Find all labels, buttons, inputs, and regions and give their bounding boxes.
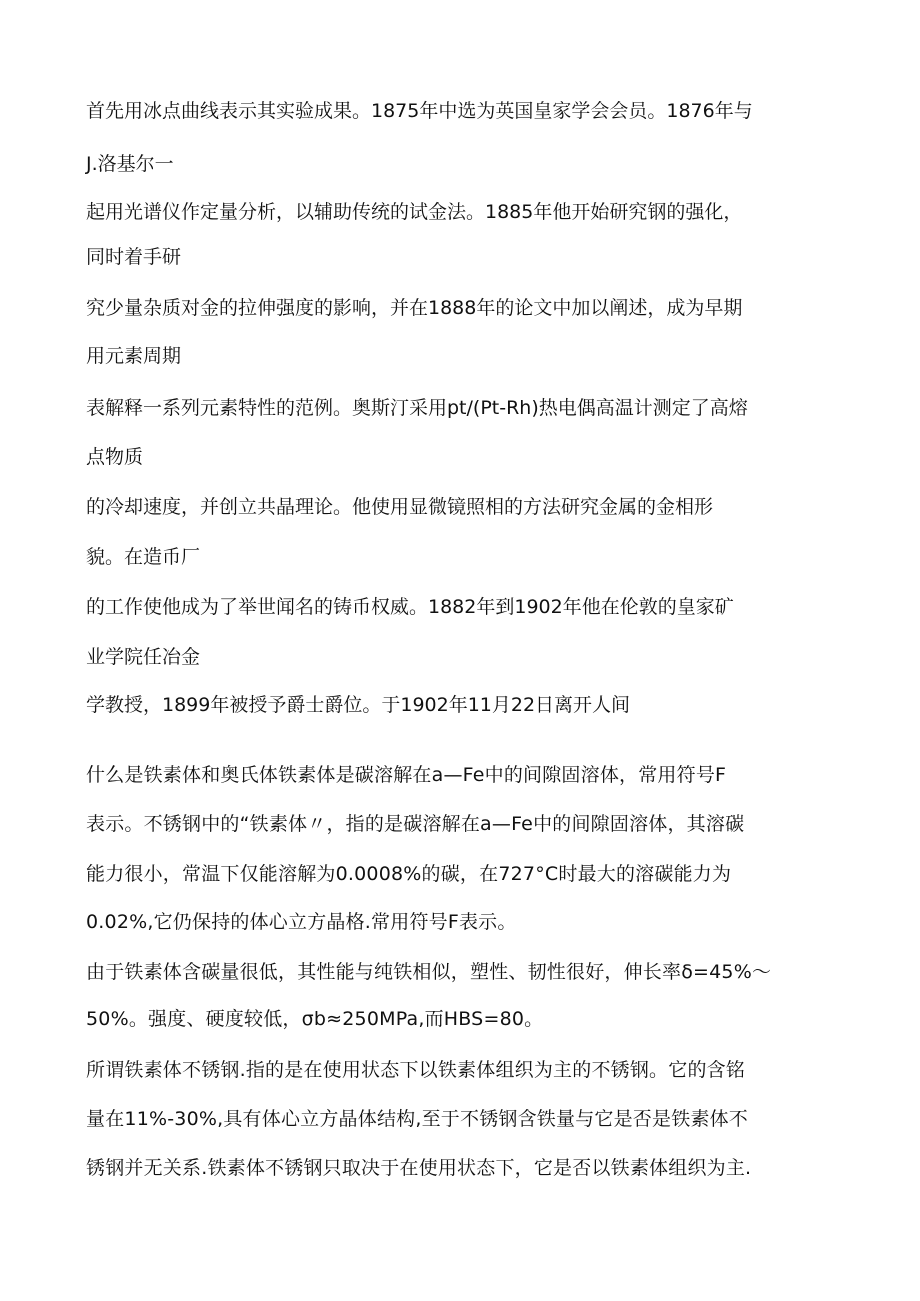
text-line: 由于铁素体含碳量很低，其性能与纯铁相似，塑性、韧性很好，伸长率δ=45%～ — [86, 961, 772, 983]
text-line: 首先用冰点曲线表示其实验成果。1875年中选为英国皇家学会会员。1876年与 — [86, 100, 753, 122]
text-line: 锈钢并无关系.铁素体不锈钢只取决于在使用状态下，它是否以铁素体组织为主. — [86, 1157, 752, 1179]
text-line: 表解释一系列元素特性的范例。奥斯汀采用pt/(Pt-Rh)热电偶高温计测定了高熔 — [86, 397, 748, 419]
text-line: 貌。在造币厂 — [86, 546, 201, 568]
text-line: 能力很小，常温下仅能溶解为0.0008%的碳，在727°C时最大的溶碳能力为 — [86, 863, 732, 885]
text-line: 0.02%,它仍保持的体心立方晶格.常用符号F表示。 — [86, 911, 517, 933]
text-line: 50%。强度、硬度较低，σb≈250MPa,而HBS=80。 — [86, 1008, 544, 1030]
text-line: 的冷却速度，并创立共晶理论。他使用显微镜照相的方法研究金属的金相形 — [86, 496, 714, 518]
text-line: 所谓铁素体不锈钢.指的是在使用状态下以铁素体组织为主的不锈钢。它的含铭 — [86, 1059, 746, 1081]
text-line: 用元素周期 — [86, 345, 182, 367]
text-line: 点物质 — [86, 446, 144, 468]
text-line: 量在11%-30%,具有体心立方晶体结构,至于不锈钢含铁量与它是否是铁素体不 — [86, 1108, 748, 1130]
text-line: J.洛基尔一 — [86, 153, 174, 175]
text-line: 同时着手研 — [86, 246, 182, 268]
text-line: 究少量杂质对金的拉伸强度的影响，并在1888年的论文中加以阐述，成为早期 — [86, 297, 743, 319]
text-line: 表示。不锈钢中的“铁素体〃，指的是碳溶解在a—Fe中的间隙固溶体，其溶碳 — [86, 813, 745, 835]
text-line: 学教授，1899年被授予爵士爵位。于1902年11月22日离开人间 — [86, 694, 631, 716]
text-line: 的工作使他成为了举世闻名的铸币权威。1882年到1902年他在伦敦的皇家矿 — [86, 596, 734, 618]
text-line: 业学院任冶金 — [86, 646, 201, 668]
text-line: 什么是铁素体和奥氏体铁素体是碳溶解在a—Fe中的间隙固溶体，常用符号F — [86, 764, 727, 786]
text-line: 起用光谱仪作定量分析，以辅助传统的试金法。1885年他开始研究钢的强化， — [86, 201, 743, 223]
